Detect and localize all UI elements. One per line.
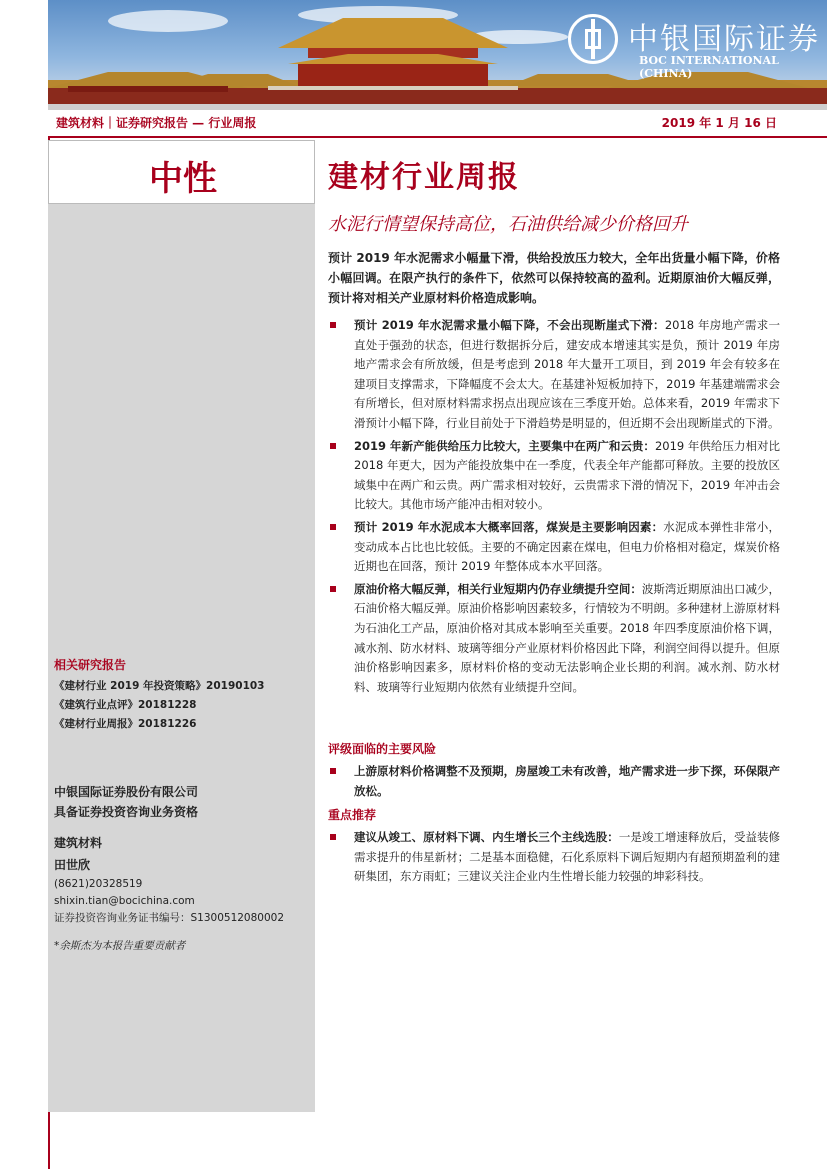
- logo-chinese: 中银国际证券: [628, 22, 820, 57]
- key-point: [328, 437, 780, 515]
- bullet-square-icon: [330, 834, 336, 840]
- key-point-heading: 原油价格大幅反弹，相关行业短期内仍存业绩提升空间：: [354, 581, 642, 596]
- key-point-text: 2018 年房地产需求一直处于强劲的状态，但进行数据拆分后，建安成本增速其实是负，预计 2019 年房地产需求会有所放缓，但是考虑到 2018 年大量开工项目，到 2019 年会有较多在建项目支撑需求，下降幅度不会太大。在基建补短板加持下，2019 年基建端需求会有所增长，但对原材料需求拐点出现应该在三季度开始。总体来看，2019 年需求下滑预计小幅下降，行业目前处于下滑趋势是明显的，但近期不会出现断崖式的下滑。: [354, 318, 780, 430]
- recommendation-point: [328, 828, 780, 887]
- sidebar: [48, 140, 315, 1112]
- company-qualification: 具备证券投资咨询业务资格: [54, 805, 199, 819]
- key-point: [328, 316, 780, 434]
- header-banner: [48, 0, 827, 104]
- bullet-square-icon: [330, 443, 336, 449]
- recommendation-text: 一是竣工增速释放后，受益装修需求提升的伟星新材；二是基本面稳健，石化系原料下调后短期内有超预期盈利的建研集团，东方雨虹；三建议关注企业内生性增长能力较强的坤彩科技。: [354, 830, 781, 884]
- recommendation-heading: 建议从竣工、原材料下调、内生增长三个主线选股：: [354, 830, 619, 844]
- recommendation-section: [328, 828, 780, 890]
- key-point-heading: 预计 2019 年水泥需求量小幅下降，不会出现断崖式下滑：: [354, 318, 665, 332]
- rating-box: [48, 140, 315, 204]
- bullet-square-icon: [330, 768, 336, 774]
- boc-logo-icon: [568, 14, 618, 64]
- sector-label: 建筑材料: [54, 836, 103, 850]
- contributor-note: *余斯杰为本报告重要贡献者: [54, 940, 186, 952]
- analyst-email[interactable]: shixin.tian@bocichina.com: [54, 895, 195, 907]
- related-report-item: 《建筑行业点评》20181228: [54, 699, 197, 711]
- company-info: [54, 782, 198, 822]
- risk-text: 上游原材料价格调整不及预期，房屋竣工未有改善，地产需求进一步下探，环保限产放松。: [354, 764, 780, 798]
- key-point-heading: 预计 2019 年水泥成本大概率回落，煤炭是主要影响因素：: [354, 519, 664, 534]
- bullet-square-icon: [330, 524, 336, 530]
- risk-point: [328, 762, 780, 801]
- related-report-item: 《建材行业周报》20181226: [54, 718, 197, 730]
- risk-section: [328, 762, 780, 804]
- key-point: [328, 518, 780, 577]
- key-points: [328, 316, 780, 700]
- key-point-heading: 2019 年新产能供给压力比较大，主要集中在两广和云贵：: [354, 438, 655, 453]
- bullet-square-icon: [330, 586, 336, 592]
- risk-title: 评级面临的主要风险: [328, 742, 437, 756]
- key-point: [328, 580, 780, 698]
- report-title: 建材行业周报: [328, 160, 520, 195]
- recommendation-title: 重点推荐: [328, 808, 377, 822]
- logo-english: BOC INTERNATIONAL (CHINA): [639, 54, 779, 80]
- analyst-phone: (8621)20328519: [54, 878, 143, 890]
- related-reports-list: [54, 677, 264, 734]
- related-report-item: 《建材行业 2019 年投资策略》20190103: [54, 680, 265, 692]
- bullet-square-icon: [330, 322, 336, 328]
- report-subtitle: 水泥行情望保持高位，石油供给减少价格回升: [328, 214, 688, 235]
- rating-label: 中性: [149, 159, 217, 199]
- report-date: 2019 年 1 月 16 日: [661, 116, 777, 130]
- red-rule: [48, 136, 827, 138]
- related-reports-title: 相关研究报告: [54, 658, 127, 672]
- summary-paragraph: 预计 2019 年水泥需求小幅量下滑，供给投放压力较大，全年出货量小幅下降，价格小幅回调。在限产执行的条件下，依然可以保持较高的盈利。近期原油价大幅反弹，预计将对相关产业原材料价格造成影响。: [328, 251, 780, 305]
- analyst-contact: [54, 876, 284, 927]
- key-point-text: 水泥成本弹性非常小，变动成本占比也比较低。主要的不确定因素在煤电，但电力价格相对稳定，煤炭价格近期也在回落，预计 2019 年整体成本水平回落。: [354, 519, 780, 574]
- analyst-license: 证券投资咨询业务证书编号：S1300512080002: [54, 912, 285, 924]
- key-point-text: 波斯湾近期原油出口减少，石油价格大幅反弹。原油价格影响因素较多，行情较为不明朗。多种建材上游原材料为石油化工产品，原油价格对其成本影响至关重要。2018 年四季度原油价格下调，减水剂、防水材料、玻璃等细分产业原材料价格因此下降，利润空间得以提升。但原油价格影响因素多，原材料价格的变动无法影响企业长期的利润。减水剂、防水材料、玻璃等行业短期内依然有业绩提升空间。: [354, 581, 781, 694]
- key-point-text: 2019 年供给压力相对比 2018 年更大，因为产能投放集中在一季度，代表全年产能都可释放。主要的投放区域集中在两广和云贵。两广需求相对较好，云贵需求下滑的情况下，2019 年冲击会比较大。其他市场产能冲击相对较小。: [354, 438, 780, 512]
- header-divider: [48, 104, 827, 110]
- analyst-name: 田世欣: [54, 858, 91, 872]
- breadcrumb: 建筑材料｜证券研究报告 — 行业周报: [56, 116, 257, 130]
- company-name: 中银国际证券股份有限公司: [54, 785, 199, 799]
